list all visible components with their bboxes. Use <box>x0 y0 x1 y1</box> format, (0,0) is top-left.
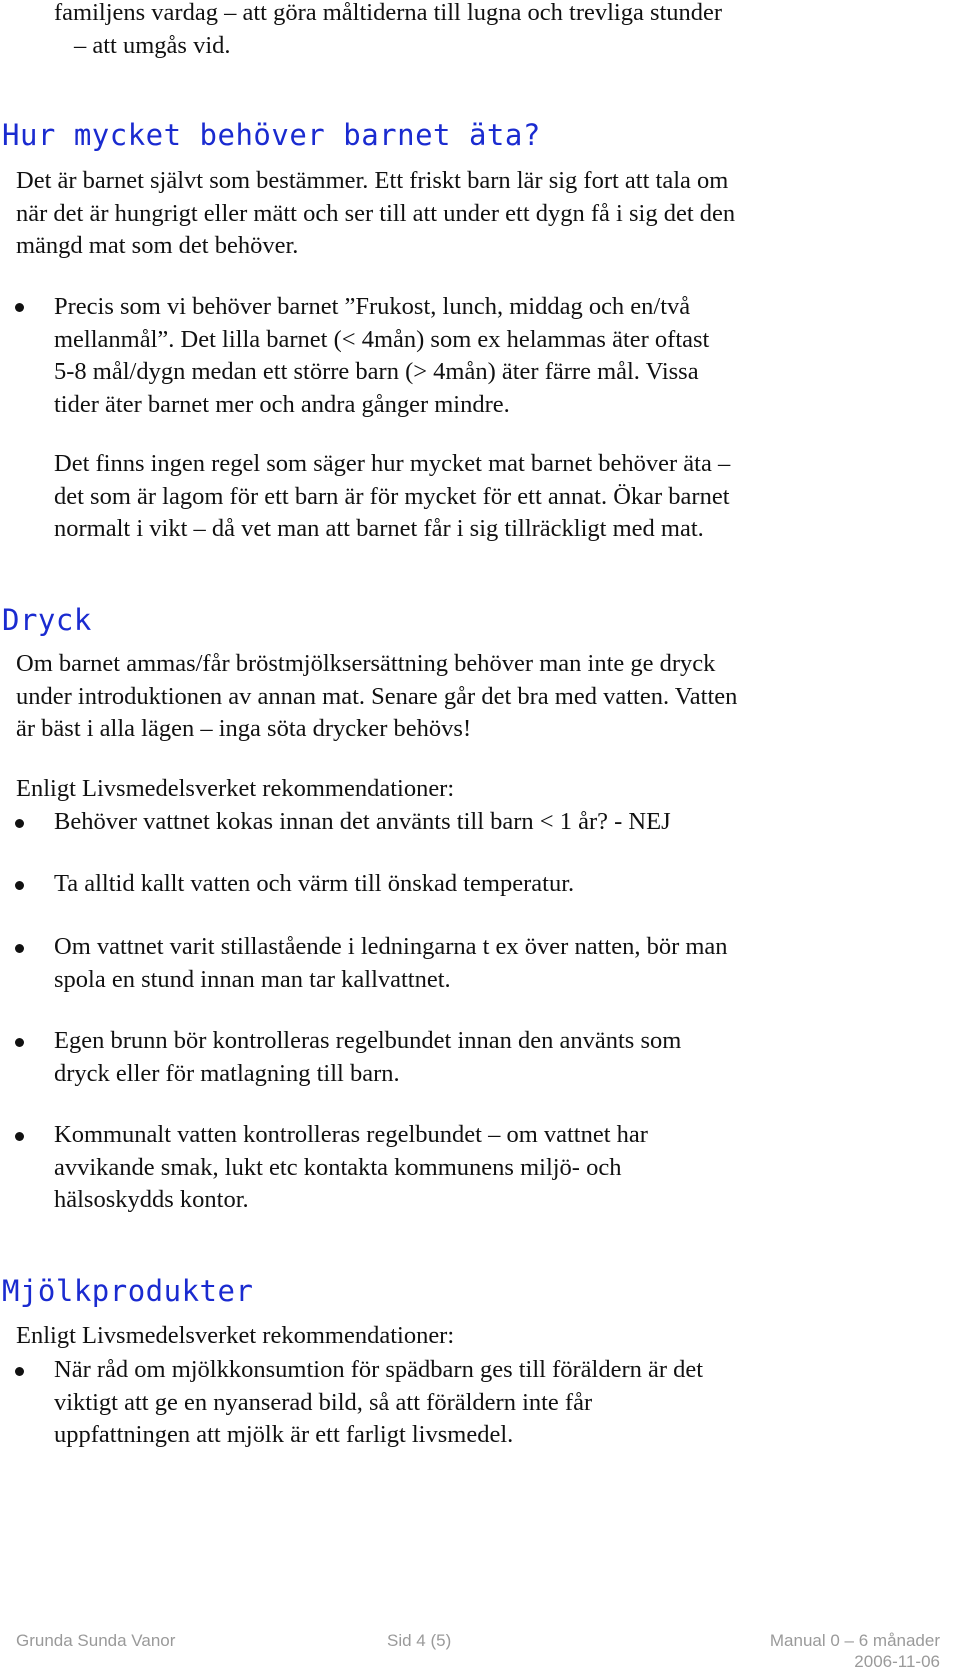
paragraph-line: Det är barnet självt som bestämmer. Ett friskt barn lär sig fort att tala om <box>16 167 729 194</box>
bullet-line: avvikande smak, lukt etc kontakta kommunens miljö- och <box>54 1153 622 1181</box>
bullet-line: dryck eller för matlagning till barn. <box>54 1059 400 1087</box>
bullet-line: Om vattnet varit stillastående i ledningarna t ex över natten, bör man <box>54 933 728 960</box>
drink-bullet-2 <box>54 868 574 901</box>
bullet-line: Kommunalt vatten kontrolleras regelbundet – om vattnet har <box>54 1121 648 1148</box>
intro-line: familjens vardag – att göra måltiderna till lugna och trevliga stunder <box>54 0 723 26</box>
bullet-line: spola en stund innan man tar kallvattnet. <box>54 965 451 993</box>
amount-bullet <box>54 291 709 421</box>
bullet-line: uppfattningen att mjölk är ett farligt livsmedel. <box>54 1421 514 1448</box>
amount-paragraph <box>16 165 735 263</box>
followup-line: Det finns ingen regel som säger hur mycket mat barnet behöver äta – <box>54 450 731 477</box>
bullet-line: viktigt att ge en nyanserad bild, så att föräldern inte får <box>54 1388 593 1416</box>
intro-line: – att umgås vid. <box>74 31 231 59</box>
bullet-line: Egen brunn bör kontrolleras regelbundet innan den använts som <box>54 1027 682 1054</box>
bullet-line: Precis som vi behöver barnet ”Frukost, lunch, middag och en/två <box>54 293 691 320</box>
bullet-line: 5-8 mål/dygn medan ett större barn (> 4mån) äter färre mål. Vissa <box>54 358 699 385</box>
paragraph-line: under introduktionen av annan mat. Senare går det bra med vatten. Vatten <box>16 682 738 710</box>
footer-manual: Manual 0 – 6 månader <box>769 1631 940 1650</box>
followup-line: det som är lagom för ett barn är för mycket för ett annat. Ökar barnet <box>54 482 730 510</box>
bullet-dot <box>15 303 24 312</box>
footer-date: 2006-11-06 <box>854 1652 940 1671</box>
drink-bullet-1 <box>54 806 671 839</box>
section-heading-amount: Hur mycket behöver barnet äta? <box>2 118 541 152</box>
bullet-dot <box>15 1038 24 1047</box>
paragraph-line: när det är hungrigt eller mätt och ser till att under ett dygn få i sig det den <box>16 199 736 227</box>
bullet-line: Ta alltid kallt vatten och värm till önskad temperatur. <box>54 870 575 897</box>
bullet-dot <box>15 1132 24 1141</box>
footer-title: Grunda Sunda Vanor <box>16 1631 176 1650</box>
bullet-line: hälsoskydds kontor. <box>54 1186 249 1213</box>
amount-followup <box>54 448 730 546</box>
section-heading-drink: Dryck <box>2 603 92 637</box>
bullet-line: mellanmål”. Det lilla barnet (< 4mån) som ex helammas äter oftast <box>54 325 710 353</box>
bullet-line: Behöver vattnet kokas innan det använts till barn < 1 år? - NEJ <box>54 808 671 835</box>
bullet-line: När råd om mjölkkonsumtion för spädbarn ges till föräldern är det <box>54 1356 704 1383</box>
drink-paragraph <box>16 648 737 746</box>
bullet-dot <box>15 881 24 890</box>
bullet-line: tider äter barnet mer och andra gånger mindre. <box>54 390 510 418</box>
milk-bullet <box>54 1354 703 1452</box>
paragraph-line: mängd mat som det behöver. <box>16 232 299 259</box>
bullet-dot <box>15 1367 24 1376</box>
intro-text <box>54 0 722 62</box>
bullet-dot <box>15 944 24 953</box>
drink-recommendation: Enligt Livsmedelsverket rekommendationer: <box>16 775 455 802</box>
section-heading-milk: Mjölkprodukter <box>2 1274 254 1308</box>
drink-bullet-3 <box>54 931 728 996</box>
drink-bullet-5 <box>54 1119 648 1217</box>
bullet-dot <box>15 819 24 828</box>
footer-page-number: Sid 4 (5) <box>387 1631 452 1650</box>
milk-recommendation: Enligt Livsmedelsverket rekommendationer: <box>16 1322 455 1349</box>
paragraph-line: Om barnet ammas/får bröstmjölksersättning behöver man inte ge dryck <box>16 650 716 677</box>
paragraph-line: är bäst i alla lägen – inga söta drycker behövs! <box>16 715 472 742</box>
drink-bullet-4 <box>54 1025 681 1090</box>
followup-line: normalt i vikt – då vet man att barnet får i sig tillräckligt med mat. <box>54 515 704 542</box>
